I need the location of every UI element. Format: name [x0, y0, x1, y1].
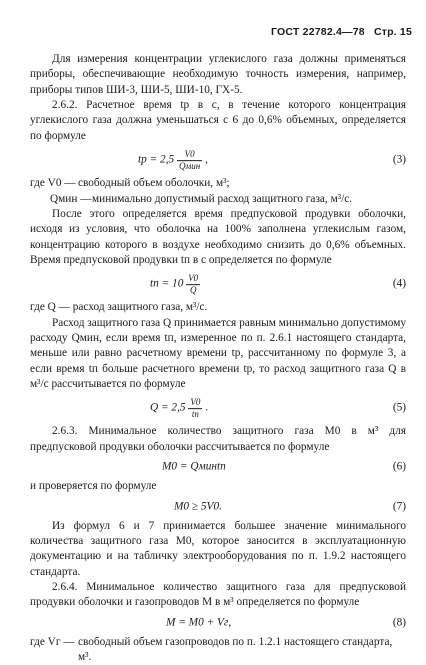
- formula-number: (8): [392, 616, 406, 629]
- formula-4: [30, 270, 406, 298]
- numerator: V0: [177, 149, 202, 160]
- paragraph-2-6-2: 2.6.2. Расчетное время tp в с, в течение которого концентрация углекислого газа должна уменьшаться с 6 до 0,6% объемных, определяется по формуле: [30, 99, 406, 142]
- page-number: Стр. 15: [373, 26, 412, 38]
- numerator: V0: [188, 273, 199, 284]
- formula-6-expression: M0 = Qминtп: [162, 460, 226, 473]
- formula-number: (5): [392, 401, 406, 414]
- formula-lhs: Q = 2,5: [150, 402, 186, 415]
- formula-number: (4): [392, 277, 406, 290]
- definition-text: свободный объем оболочки, м³;: [78, 177, 230, 190]
- definition-term: Qмин —: [50, 192, 92, 205]
- formula-tail: .: [205, 402, 209, 415]
- denominator: Q: [189, 284, 197, 295]
- formula-lhs: tп = 10: [150, 277, 184, 290]
- paragraph: Из формул 6 и 7 принимается большее значение минимального количества защитного газа M0, которое заносится в эксплуатационную документацию и на табличку электрооборудования по п. 1.9.2 настоящего стандарта.: [30, 519, 406, 578]
- paragraph: После этого определяется время предпусковой продувки оболочки, исходя из условия, что оболочка на 100% заполнена углекислым газом, концентрацию которого в воздухе необходимо снизить до 0,6% объемных. Время предпусковой продувки tп в с определяется по формуле: [30, 207, 406, 266]
- page-header: [271, 25, 412, 39]
- numerator: V0: [190, 397, 201, 408]
- formula-8-expression: M = M0 + Vг,: [166, 616, 232, 629]
- formula-number: (3): [392, 153, 406, 166]
- formula-3: [30, 146, 406, 174]
- fraction: [177, 149, 202, 171]
- standard-number: ГОСТ 22782.4—78: [271, 26, 365, 38]
- formula-8: [30, 613, 406, 633]
- paragraph: и проверяется по формуле: [30, 480, 157, 493]
- denominator: tп: [191, 408, 199, 419]
- formula-7-expression: M0 ≥ 5V0.: [174, 499, 222, 512]
- definition-qmin: [30, 192, 406, 207]
- formula-tail: ,: [205, 153, 208, 166]
- formula-3-expression: [138, 149, 208, 171]
- document-body: [30, 52, 406, 665]
- formula-lhs: tp = 2,5: [138, 153, 175, 166]
- fraction: [188, 398, 202, 420]
- formula-4-expression: [150, 273, 200, 295]
- paragraph-2-6-3: 2.6.3. Минимальное количество защитного газа M0 в м³ для предпусковой продувки оболочки рассчитывается по формуле: [30, 425, 406, 453]
- denominator: Qмин: [179, 160, 201, 171]
- formula-5-expression: [150, 398, 208, 420]
- paragraph: Для измерения концентрации углекислого газа должны применяться приборы, обеспечивающие необходимую точность измерения, например, приборы типов ШИ-3, ШИ-5, ШИ-10, ГХ-5.: [30, 53, 406, 96]
- formula-number: (6): [392, 460, 406, 473]
- definition-vg: [30, 635, 406, 665]
- formula-5: [30, 394, 406, 422]
- definition-q: где Q — расход защитного газа, м³/с.: [30, 301, 208, 314]
- definition-text: свободный объем газопроводов по п. 1.2.1 настоящего стандарта, м³.: [78, 635, 393, 664]
- formula-6: [30, 457, 406, 477]
- definition-term: где Vг —: [30, 635, 75, 648]
- formula-number: (7): [392, 499, 406, 512]
- formula-7: [30, 497, 406, 517]
- definition-term: где V0 —: [30, 177, 76, 190]
- paragraph-2-6-4: 2.6.4. Минимальное количество защитного газа для предпусковой продувки оболочки и газопроводов M в м³ определяется по формуле: [30, 580, 406, 609]
- paragraph: Расход защитного газа Q принимается равным минимально допустимому расходу Qмин, если время tп, измеренное по п. 2.6.1 настоящего стандарта, меньше или равно расчетному времени tp, рассчитанному по формуле 3, а если время tп больше расчетного времени tp, то расход защитного газа Q в м³/с рассчитывается по формуле: [30, 316, 406, 391]
- definition-text: минимально допустимый расход защитного газа, м³/с.: [92, 192, 353, 205]
- definition-v0: [30, 176, 406, 191]
- fraction: [186, 273, 200, 295]
